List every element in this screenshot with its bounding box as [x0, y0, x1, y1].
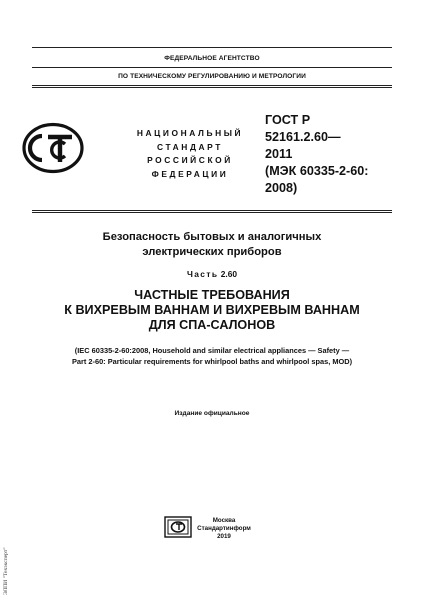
- iec-reference-line1: (IEC 60335-2-60:2008, Household and similar electrical appliances — Safety —: [74, 346, 350, 355]
- title-rule-thin: [32, 212, 392, 213]
- agency-name-line2: ПО ТЕХНИЧЕСКОМУ РЕГУЛИРОВАНИЮ И МЕТРОЛОГИИ: [118, 73, 306, 80]
- part-label: [0, 269, 424, 279]
- main-title-line2: К ВИХРЕВЫМ ВАННАМ И ВИХРЕВЫМ ВАННАМ: [64, 303, 360, 317]
- designation-line5: 2008): [265, 181, 298, 195]
- main-title-line1: ЧАСТНЫЕ ТРЕБОВАНИЯ: [134, 288, 290, 302]
- publisher-block: [194, 517, 254, 541]
- part-word: Часть: [186, 269, 219, 279]
- designation-line1: ГОСТ Р: [265, 113, 311, 127]
- general-title: [0, 230, 424, 260]
- main-title: [0, 288, 424, 333]
- standard-designation: [265, 112, 415, 197]
- publication-year: 2019: [217, 533, 231, 540]
- designation-line4: (МЭК 60335-2-60:: [265, 164, 369, 178]
- agency-name-line1: ФЕДЕРАЛЬНОЕ АГЕНТСТВО: [164, 55, 260, 62]
- agency-rule: [32, 67, 392, 68]
- part-number: 2.60: [220, 269, 238, 279]
- standard-type: [120, 127, 260, 181]
- standard-type-line3: РОССИЙСКОЙ: [147, 155, 233, 166]
- side-watermark-text: ЭЛПИ "Техэксперт": [3, 547, 9, 595]
- header-rule-thin: [32, 85, 392, 86]
- publisher-name: Стандартинформ: [197, 525, 251, 532]
- header-rule-thick: [32, 87, 392, 88]
- title-rule-thick: [32, 210, 392, 211]
- standard-type-line4: ФЕДЕРАЦИИ: [151, 168, 229, 179]
- standard-type-line1: НАЦИОНАЛЬНЫЙ: [136, 128, 244, 138]
- designation-line2: 52161.2.60—: [265, 130, 341, 144]
- publisher-city: Москва: [212, 517, 236, 524]
- edition-label: Издание официальное: [174, 410, 250, 417]
- designation-line3: 2011: [265, 147, 293, 161]
- main-title-line3: ДЛЯ СПА-САЛОНОВ: [148, 318, 276, 332]
- iec-reference-line2: Part 2-60: Particular requirements for whirlpool baths and whirlpool spas, MOD): [71, 357, 353, 366]
- general-title-line1: Безопасность бытовых и аналогичных: [102, 231, 322, 243]
- rst-logo-icon: [22, 122, 84, 174]
- top-rule: [32, 47, 392, 48]
- standard-type-line2: СТАНДАРТ: [157, 141, 223, 152]
- general-title-line2: электрических приборов: [142, 246, 282, 258]
- iec-reference: [0, 345, 424, 367]
- publisher-logo-icon: [164, 516, 192, 538]
